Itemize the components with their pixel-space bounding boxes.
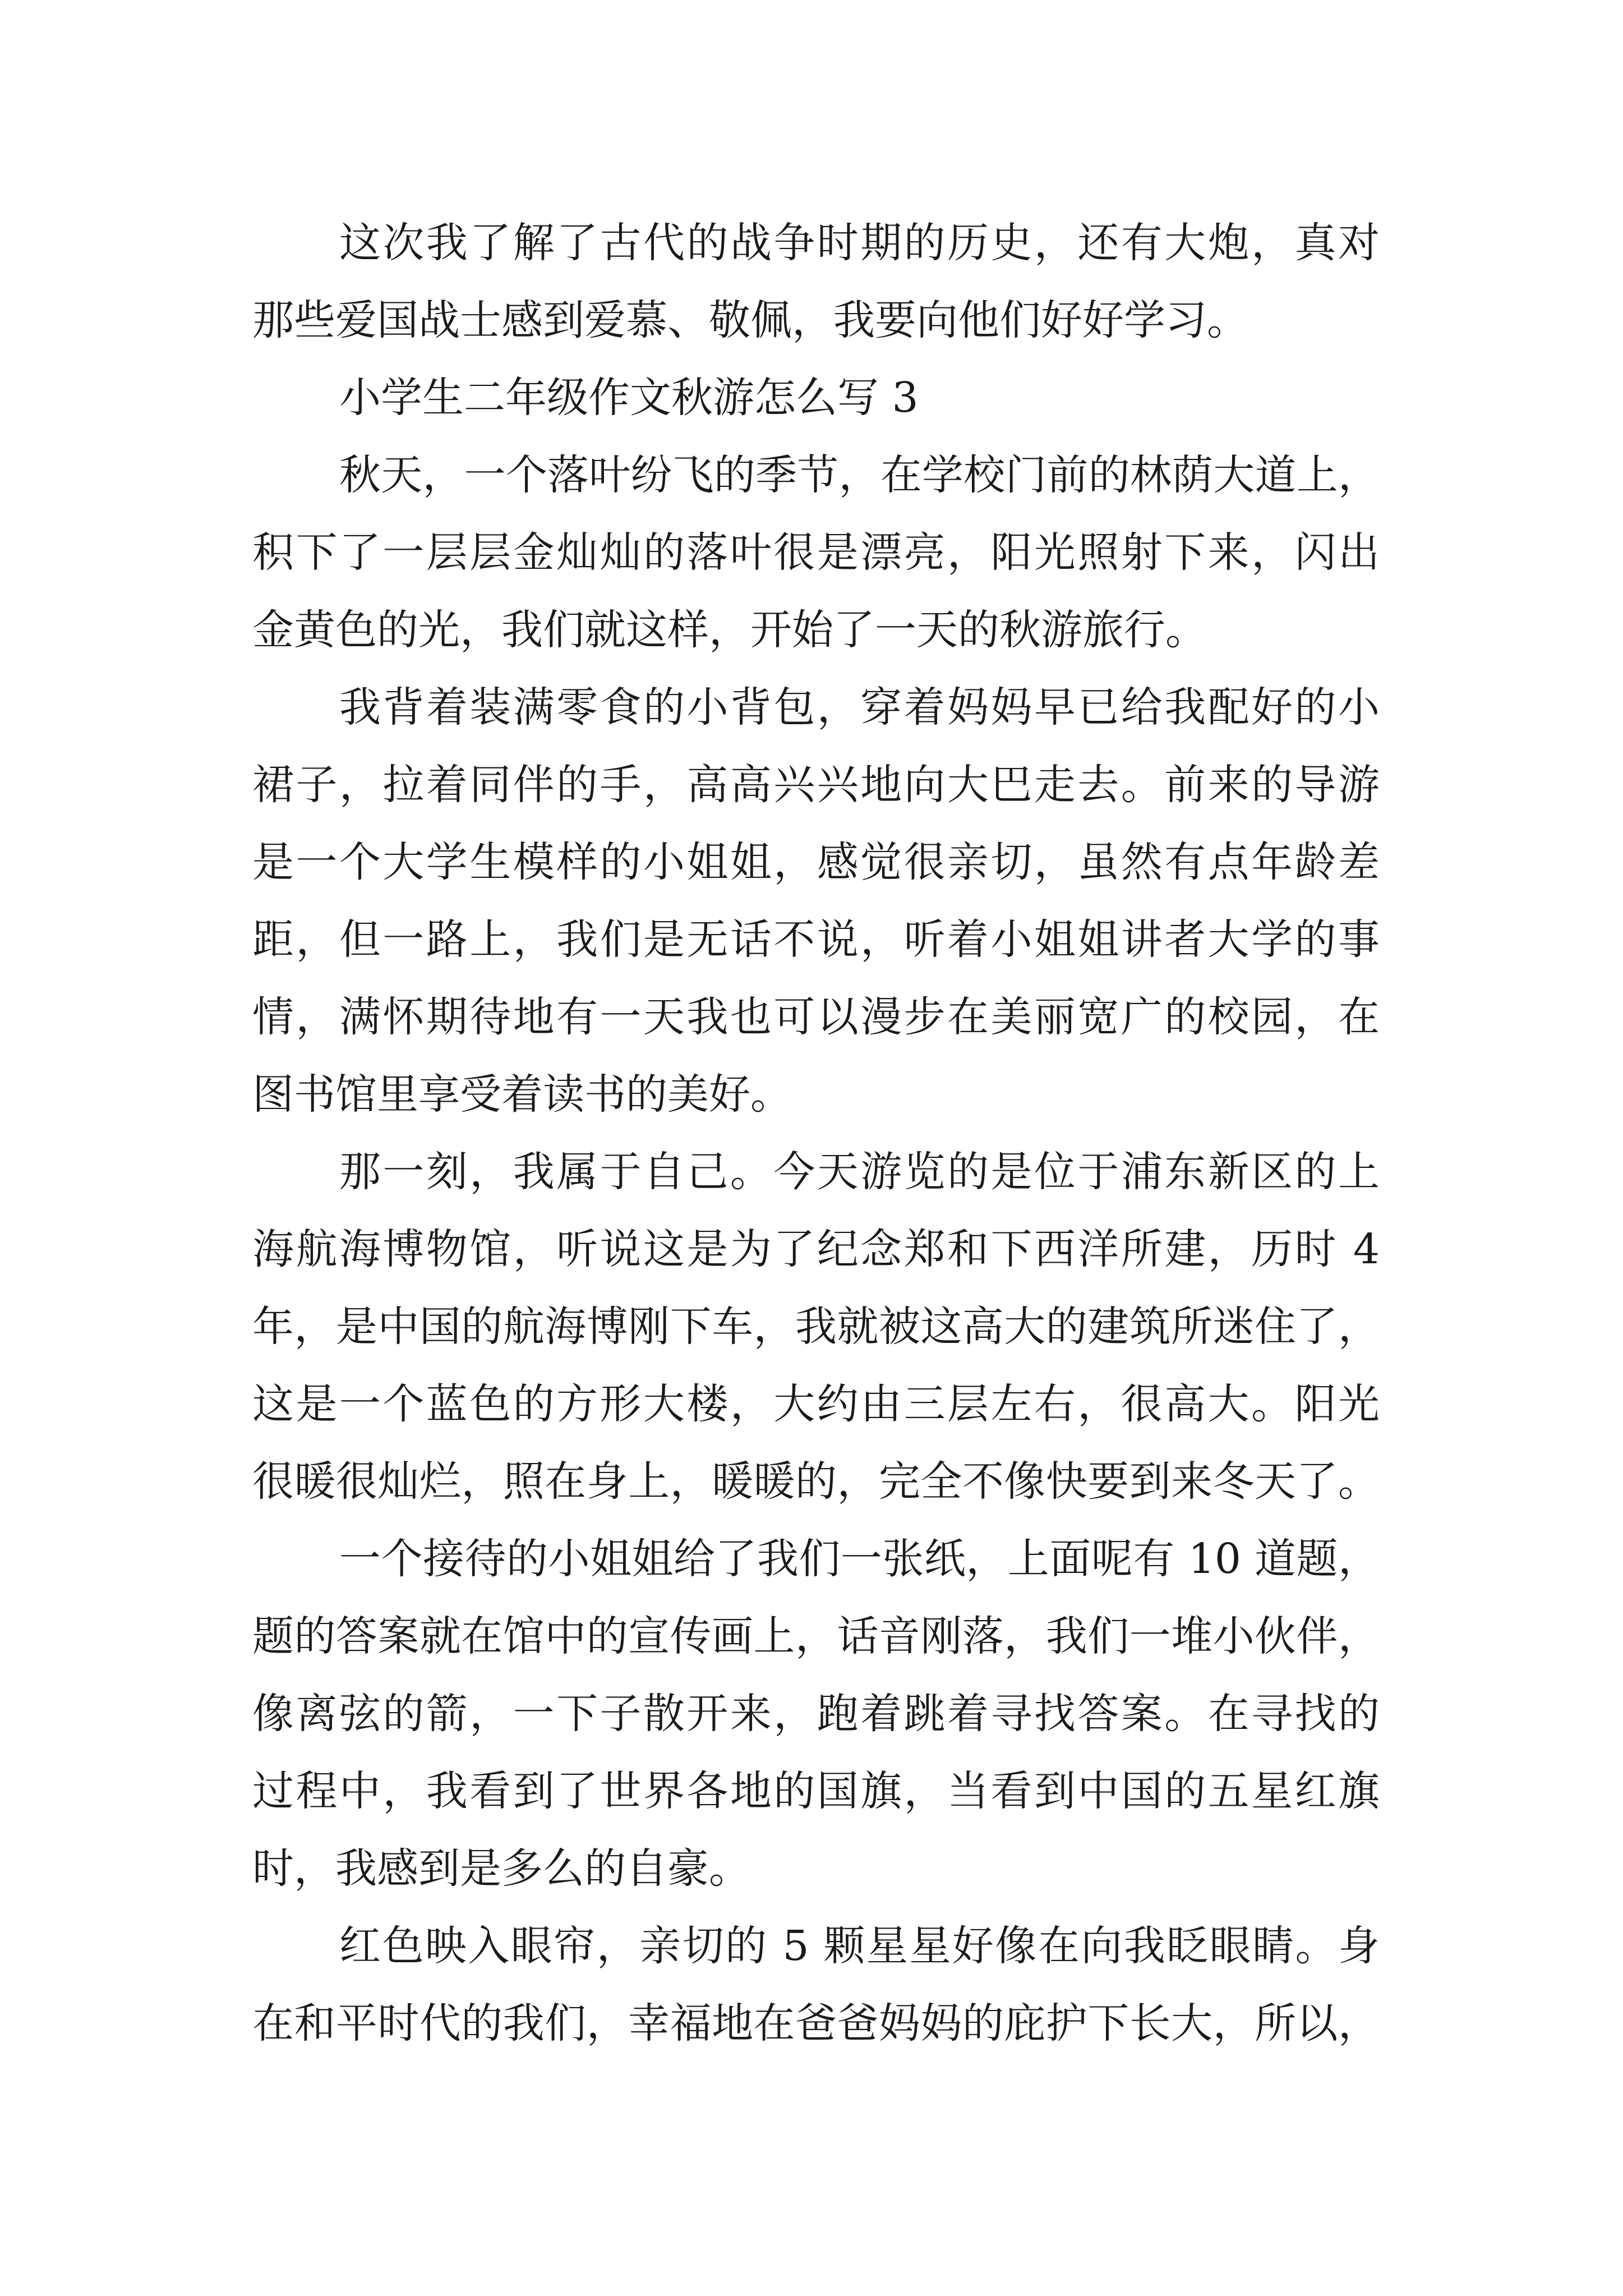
text-line: 情，满怀期待地有一天我也可以漫步在美丽宽广的校园，在 bbox=[252, 993, 1380, 1041]
text-line: 是一个大学生模样的小姐姐，感觉很亲切，虽然有点年龄差 bbox=[252, 838, 1380, 886]
text-line: 积下了一层层金灿灿的落叶很是漂亮，阳光照射下来，闪出 bbox=[252, 528, 1380, 577]
text-line: 这次我了解了古代的战争时期的历史，还有大炮，真对 bbox=[339, 219, 1380, 267]
text-line: 这是一个蓝色的方形大楼，大约由三层左右，很高大。阳光 bbox=[252, 1380, 1380, 1428]
text-line: 秋天，一个落叶纷飞的季节，在学校门前的林荫大道上， bbox=[339, 451, 1380, 499]
text-line: 距，但一路上，我们是无话不说，听着小姐姐讲者大学的事 bbox=[252, 915, 1380, 964]
text-line: 很暖很灿烂，照在身上，暖暖的，完全不像快要到来冬天了。 bbox=[252, 1457, 1380, 1506]
section-heading: 小学生二年级作文秋游怎么写 3 bbox=[339, 374, 919, 422]
text-line: 金黄色的光，我们就这样，开始了一天的秋游旅行。 bbox=[252, 606, 1207, 654]
text-line: 时，我感到是多么的自豪。 bbox=[252, 1844, 750, 1893]
text-line: 那些爱国战士感到爱慕、敬佩，我要向他们好好学习。 bbox=[252, 296, 1248, 344]
text-line: 我背着装满零食的小背包，穿着妈妈早已给我配好的小 bbox=[339, 683, 1380, 731]
text-line: 图书馆里享受着读书的美好。 bbox=[252, 1070, 792, 1119]
text-line: 在和平时代的我们，幸福地在爸爸妈妈的庇护下长大，所以， bbox=[252, 1999, 1380, 2047]
text-line: 海航海博物馆，听说这是为了纪念郑和下西洋所建，历时 4 bbox=[252, 1225, 1380, 1273]
text-line: 那一刻，我属于自己。今天游览的是位于浦东新区的上 bbox=[339, 1148, 1380, 1196]
text-line: 题的答案就在馆中的宣传画上，话音刚落，我们一堆小伙伴， bbox=[252, 1612, 1380, 1660]
text-line: 裙子，拉着同伴的手，高高兴兴地向大巴走去。前来的导游 bbox=[252, 761, 1380, 809]
text-line: 一个接待的小姐姐给了我们一张纸，上面呢有 10 道题， bbox=[339, 1535, 1380, 1583]
text-line: 红色映入眼帘，亲切的 5 颗星星好像在向我眨眼睛。身 bbox=[339, 1922, 1380, 1970]
text-line: 年，是中国的航海博刚下车，我就被这高大的建筑所迷住了， bbox=[252, 1303, 1380, 1351]
text-line: 像离弦的箭，一下子散开来，跑着跳着寻找答案。在寻找的 bbox=[252, 1690, 1380, 1738]
text-line: 过程中，我看到了世界各地的国旗，当看到中国的五星红旗 bbox=[252, 1767, 1380, 1815]
